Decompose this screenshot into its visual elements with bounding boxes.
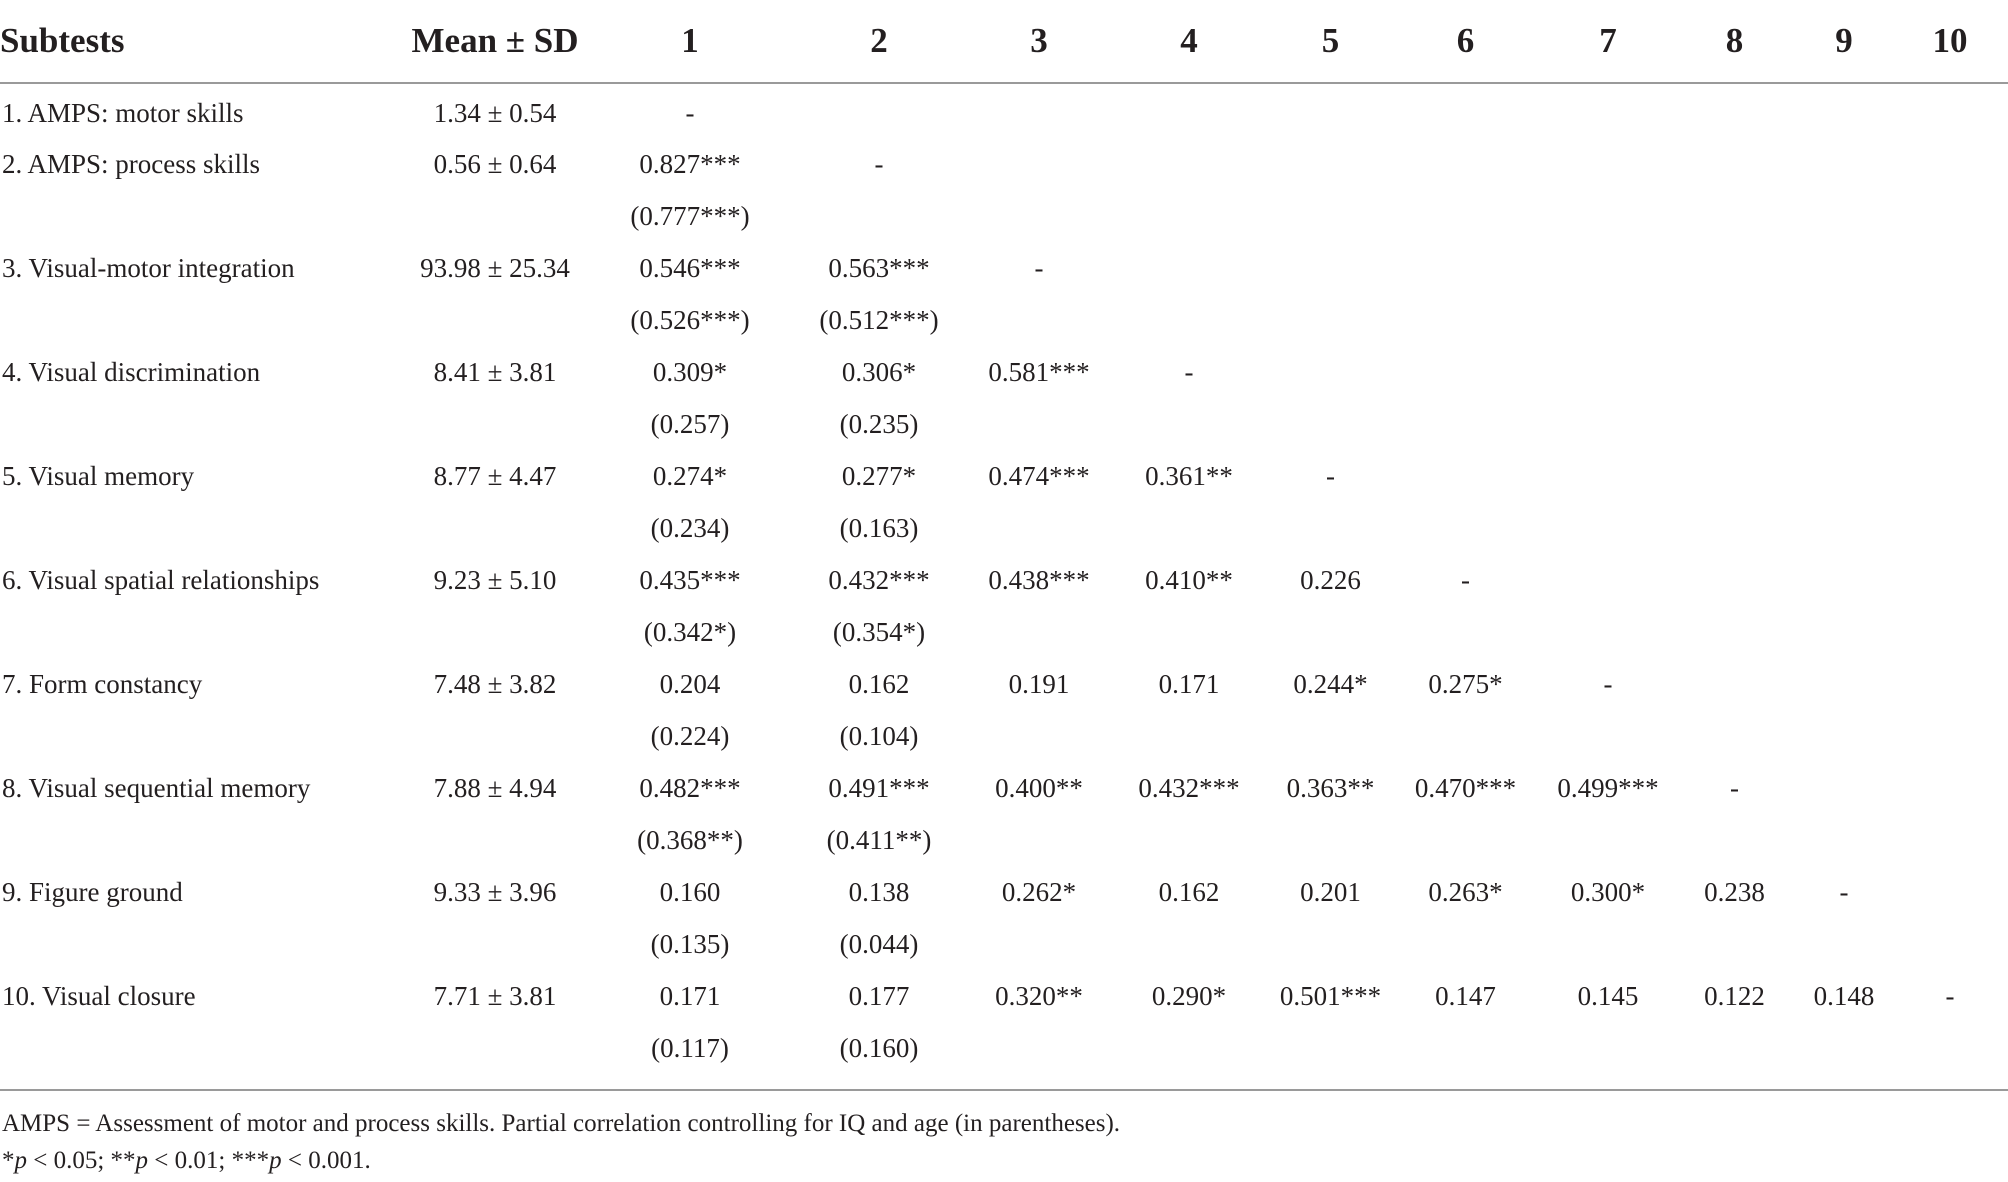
correlation-cell — [1105, 138, 1273, 190]
correlation-cell — [1273, 346, 1388, 398]
row-label: 3. Visual-motor integration — [2, 252, 295, 283]
header-col-2: 2 — [785, 0, 973, 83]
correlation-cell: 0.491*** — [828, 772, 930, 803]
correlation-cell — [1892, 606, 2008, 658]
row-mean-sd — [395, 294, 595, 346]
correlation-cell — [1388, 242, 1543, 294]
correlation-cell: 0.148 — [1813, 980, 1875, 1011]
row-label — [0, 1022, 395, 1082]
table-row-partial — [0, 710, 2008, 762]
correlation-cell: - — [1945, 980, 1955, 1011]
correlation-cell: - — [1184, 356, 1194, 387]
correlation-cell — [1388, 918, 1543, 970]
row-mean-sd: 0.56 ± 0.64 — [433, 148, 557, 179]
row-label: 4. Visual discrimination — [2, 356, 261, 387]
row-mean-sd — [395, 1022, 595, 1082]
correlation-cell — [1543, 606, 1673, 658]
row-label: 10. Visual closure — [2, 980, 196, 1011]
row-label — [0, 814, 395, 866]
correlation-cell — [1388, 294, 1543, 346]
row-mean-sd — [395, 918, 595, 970]
correlation-cell: 0.300* — [1570, 876, 1646, 907]
correlation-cell: 0.363** — [1286, 772, 1375, 803]
correlation-cell: (0.104) — [839, 720, 919, 751]
correlation-cell — [1796, 814, 1892, 866]
correlation-cell — [1892, 762, 2008, 814]
table-footnotes — [0, 1089, 2008, 1179]
correlation-cell: 0.160 — [659, 876, 721, 907]
correlation-cell: 0.162 — [1158, 876, 1220, 907]
correlation-cell: (0.411**) — [826, 824, 932, 855]
correlation-cell — [1796, 658, 1892, 710]
row-mean-sd: 8.77 ± 4.47 — [433, 460, 557, 491]
correlation-cell — [1673, 554, 1796, 606]
correlation-cell: 0.470*** — [1414, 772, 1517, 803]
correlation-cell — [1543, 918, 1673, 970]
correlation-cell — [1796, 294, 1892, 346]
correlation-cell: - — [1839, 876, 1849, 907]
table-row — [0, 450, 2008, 502]
correlation-cell — [1273, 606, 1388, 658]
correlation-cell: 0.275* — [1428, 668, 1503, 699]
correlation-cell: - — [874, 148, 884, 179]
correlation-cell: 0.177 — [848, 980, 910, 1011]
correlation-cell — [1892, 138, 2008, 190]
correlation-cell — [1543, 398, 1673, 450]
correlation-cell — [1273, 710, 1388, 762]
correlation-cell: 0.277* — [841, 460, 917, 491]
table-row — [0, 346, 2008, 398]
correlation-cell: 0.581*** — [988, 356, 1090, 387]
header-col-7: 7 — [1543, 0, 1673, 83]
correlation-cell — [1892, 814, 2008, 866]
correlation-cell — [1543, 83, 1673, 138]
correlation-cell — [1273, 83, 1388, 138]
row-label: 1. AMPS: motor skills — [2, 97, 244, 128]
correlation-cell: 0.361** — [1145, 460, 1233, 491]
correlation-cell: (0.044) — [839, 928, 919, 959]
correlation-cell — [973, 1022, 1105, 1082]
correlation-cell — [1273, 918, 1388, 970]
correlation-cell — [1673, 242, 1796, 294]
row-label — [0, 710, 395, 762]
correlation-cell: 0.238 — [1704, 876, 1765, 907]
table-row — [0, 970, 2008, 1022]
correlation-cell: - — [1603, 668, 1613, 699]
correlation-cell — [1273, 138, 1388, 190]
correlation-cell — [1273, 502, 1388, 554]
correlation-cell — [1892, 554, 2008, 606]
table-row-partial — [0, 606, 2008, 658]
correlation-cell — [1796, 138, 1892, 190]
table-row — [0, 762, 2008, 814]
correlation-cell: 0.290* — [1151, 980, 1227, 1011]
footnote-p-2: p — [135, 1147, 149, 1174]
correlation-cell — [1673, 710, 1796, 762]
correlation-cell — [1796, 606, 1892, 658]
correlation-cell: (0.368**) — [637, 824, 743, 855]
correlation-cell: 0.191 — [1008, 668, 1070, 699]
correlation-cell — [1796, 398, 1892, 450]
correlation-cell: 0.171 — [1158, 668, 1220, 699]
row-mean-sd: 7.71 ± 3.81 — [433, 980, 557, 1011]
correlation-cell — [1543, 554, 1673, 606]
correlation-cell: (0.234) — [650, 512, 730, 543]
correlation-cell — [1388, 606, 1543, 658]
correlation-cell — [1892, 190, 2008, 242]
correlation-cell — [1796, 190, 1892, 242]
header-col-6: 6 — [1388, 0, 1543, 83]
correlation-cell: 0.244* — [1293, 668, 1368, 699]
footnote-threshold-2: < 0.01; *** — [148, 1147, 270, 1174]
correlation-cell: (0.235) — [839, 408, 919, 439]
correlation-cell — [1273, 1022, 1388, 1082]
correlation-cell — [1796, 1022, 1892, 1082]
row-mean-sd: 7.48 ± 3.82 — [433, 668, 557, 699]
correlation-cell — [1388, 346, 1543, 398]
correlation-cell — [1796, 346, 1892, 398]
header-row — [0, 0, 2008, 83]
correlation-cell — [1543, 190, 1673, 242]
header-subtests: Subtests — [0, 0, 395, 83]
table-header — [0, 0, 2008, 83]
header-mean-sd: Mean ± SD — [395, 0, 595, 83]
table-row — [0, 138, 2008, 190]
correlation-cell — [1796, 710, 1892, 762]
header-col-4: 4 — [1105, 0, 1273, 83]
correlation-cell — [1105, 398, 1273, 450]
correlation-cell — [1105, 83, 1273, 138]
correlation-cell: (0.512***) — [819, 304, 939, 335]
correlation-cell: 0.171 — [659, 980, 721, 1011]
correlation-cell: 0.138 — [848, 876, 910, 907]
row-label: 5. Visual memory — [2, 460, 195, 491]
correlation-cell — [973, 814, 1105, 866]
table-row-partial — [0, 294, 2008, 346]
correlation-cell: - — [1326, 460, 1335, 491]
correlation-cell — [973, 606, 1105, 658]
correlation-cell — [1388, 1022, 1543, 1082]
correlation-cell — [1105, 502, 1273, 554]
footnote-star: * — [2, 1147, 15, 1174]
correlation-cell — [1892, 866, 2008, 918]
footnote-threshold-3: < 0.001. — [281, 1147, 371, 1174]
row-mean-sd: 9.33 ± 3.96 — [433, 876, 557, 907]
correlation-cell — [1673, 918, 1796, 970]
correlation-cell — [1673, 1022, 1796, 1082]
header-col-3: 3 — [973, 0, 1105, 83]
correlation-cell — [1388, 83, 1543, 138]
correlation-cell: 0.499*** — [1557, 772, 1659, 803]
correlation-cell: (0.526***) — [630, 304, 750, 335]
correlation-cell — [1892, 398, 2008, 450]
correlation-cell — [1892, 710, 2008, 762]
correlation-cell — [1388, 398, 1543, 450]
correlation-cell — [785, 190, 973, 242]
correlation-cell: 0.201 — [1300, 876, 1361, 907]
correlation-cell: 0.482*** — [639, 772, 741, 803]
correlation-cell — [1673, 658, 1796, 710]
correlation-cell: 0.435*** — [639, 564, 741, 595]
correlation-cell — [1796, 918, 1892, 970]
correlation-cell: - — [1730, 772, 1739, 803]
correlation-cell — [1543, 138, 1673, 190]
correlation-cell: 0.145 — [1577, 980, 1639, 1011]
correlation-cell — [1543, 710, 1673, 762]
correlation-cell: 0.204 — [659, 668, 721, 699]
correlation-cell — [973, 398, 1105, 450]
correlation-cell: - — [1461, 564, 1470, 595]
correlation-cell: (0.160) — [839, 1032, 919, 1063]
correlation-cell — [973, 190, 1105, 242]
row-mean-sd — [395, 606, 595, 658]
correlation-cell: (0.354*) — [832, 616, 926, 647]
row-mean-sd — [395, 502, 595, 554]
correlation-cell — [1892, 450, 2008, 502]
correlation-cell — [1388, 710, 1543, 762]
correlation-cell — [1273, 190, 1388, 242]
correlation-cell — [1105, 190, 1273, 242]
correlation-cell — [1673, 814, 1796, 866]
correlation-cell: 0.438*** — [988, 564, 1090, 595]
table-row-partial — [0, 190, 2008, 242]
table-row — [0, 866, 2008, 918]
row-mean-sd — [395, 710, 595, 762]
correlation-cell: (0.257) — [650, 408, 730, 439]
correlation-cell — [1796, 450, 1892, 502]
row-mean-sd: 1.34 ± 0.54 — [433, 97, 557, 128]
correlation-cell — [1105, 242, 1273, 294]
correlation-cell — [1105, 918, 1273, 970]
correlation-cell: 0.410** — [1145, 564, 1233, 595]
correlation-cell — [1388, 814, 1543, 866]
table-row-partial — [0, 398, 2008, 450]
correlation-cell: 0.320** — [995, 980, 1083, 1011]
correlation-cell: 0.546*** — [639, 252, 741, 283]
row-label — [0, 918, 395, 970]
correlation-cell — [1892, 346, 2008, 398]
row-mean-sd — [395, 398, 595, 450]
correlation-cell — [1892, 1022, 2008, 1082]
row-mean-sd — [395, 814, 595, 866]
row-mean-sd: 7.88 ± 4.94 — [433, 772, 557, 803]
table-row-partial — [0, 814, 2008, 866]
correlation-cell — [1543, 814, 1673, 866]
row-label: 9. Figure ground — [2, 876, 183, 907]
correlation-cell: - — [1034, 252, 1044, 283]
correlation-cell — [785, 83, 973, 138]
header-col-9: 9 — [1796, 0, 1892, 83]
correlation-cell — [1388, 138, 1543, 190]
correlation-cell: 0.306* — [841, 356, 917, 387]
correlation-cell: 0.122 — [1704, 980, 1765, 1011]
correlation-cell — [1543, 1022, 1673, 1082]
correlation-cell — [1105, 814, 1273, 866]
correlation-cell — [1892, 918, 2008, 970]
correlation-cell: 0.827*** — [639, 148, 741, 179]
correlation-cell: 0.400** — [995, 772, 1083, 803]
table-row — [0, 242, 2008, 294]
correlation-cell — [1892, 83, 2008, 138]
row-mean-sd — [395, 190, 595, 242]
correlation-cell: 0.474*** — [988, 460, 1090, 491]
correlation-cell — [1892, 294, 2008, 346]
correlation-cell — [1796, 762, 1892, 814]
correlation-cell — [1673, 450, 1796, 502]
footnote-significance — [0, 1142, 2008, 1179]
correlation-cell: - — [685, 97, 695, 128]
correlation-cell: 0.309* — [652, 356, 728, 387]
table-row-partial — [0, 918, 2008, 970]
correlation-cell: 0.563*** — [828, 252, 930, 283]
correlation-cell: 0.147 — [1435, 980, 1496, 1011]
row-label — [0, 294, 395, 346]
table-row-partial — [0, 1022, 2008, 1082]
table-row — [0, 83, 2008, 138]
correlation-cell — [973, 83, 1105, 138]
row-label: 8. Visual sequential memory — [2, 772, 311, 803]
correlation-cell — [1543, 242, 1673, 294]
header-col-8: 8 — [1673, 0, 1796, 83]
header-col-10: 10 — [1892, 0, 2008, 83]
correlation-cell: 0.263* — [1428, 876, 1503, 907]
row-mean-sd: 93.98 ± 25.34 — [420, 252, 570, 283]
footnote-threshold-1: < 0.05; ** — [27, 1147, 136, 1174]
correlation-cell: (0.117) — [651, 1032, 729, 1063]
header-col-5: 5 — [1273, 0, 1388, 83]
correlation-cell — [973, 138, 1105, 190]
correlation-cell — [1796, 242, 1892, 294]
correlation-cell — [1105, 1022, 1273, 1082]
row-label — [0, 398, 395, 450]
table-body — [0, 83, 2008, 1082]
footnote-abbreviation: AMPS = Assessment of motor and process skills. Partial correlation controlling for IQ and age (in parentheses). — [2, 1110, 1121, 1137]
correlation-cell — [1388, 190, 1543, 242]
correlation-cell: 0.432*** — [1138, 772, 1240, 803]
table-row — [0, 658, 2008, 710]
row-label: 2. AMPS: process skills — [2, 148, 261, 179]
header-col-1: 1 — [595, 0, 785, 83]
correlation-cell — [1673, 83, 1796, 138]
row-label: 7. Form constancy — [2, 668, 203, 699]
correlation-cell: 0.501*** — [1279, 980, 1382, 1011]
correlation-cell: 0.262* — [1001, 876, 1077, 907]
row-label — [0, 190, 395, 242]
correlation-cell — [1388, 450, 1543, 502]
correlation-cell — [973, 918, 1105, 970]
correlation-cell — [1673, 398, 1796, 450]
correlation-cell: 0.226 — [1300, 564, 1361, 595]
correlation-cell — [1673, 502, 1796, 554]
correlation-cell — [1273, 242, 1388, 294]
correlation-cell — [1673, 346, 1796, 398]
correlation-cell: 0.432*** — [828, 564, 930, 595]
correlation-cell — [1892, 658, 2008, 710]
correlation-cell — [1892, 502, 2008, 554]
table-row — [0, 554, 2008, 606]
correlation-cell — [1796, 83, 1892, 138]
row-mean-sd: 8.41 ± 3.81 — [433, 356, 557, 387]
table-row-partial — [0, 502, 2008, 554]
correlation-cell: 0.274* — [652, 460, 728, 491]
correlation-cell — [973, 502, 1105, 554]
correlation-cell — [973, 294, 1105, 346]
correlation-cell — [1673, 138, 1796, 190]
correlation-cell: (0.135) — [650, 928, 730, 959]
correlation-cell — [1388, 502, 1543, 554]
correlation-cell — [1796, 502, 1892, 554]
correlation-cell: (0.342*) — [643, 616, 737, 647]
correlation-cell — [1105, 294, 1273, 346]
footnote-p-1: p — [14, 1147, 27, 1174]
correlation-cell — [1543, 502, 1673, 554]
correlation-cell — [1673, 606, 1796, 658]
correlation-cell — [1796, 554, 1892, 606]
correlation-cell: (0.224) — [650, 720, 730, 751]
correlation-cell — [1273, 814, 1388, 866]
row-mean-sd: 9.23 ± 5.10 — [433, 564, 557, 595]
footnote-p-3: p — [269, 1147, 282, 1174]
row-label — [0, 502, 395, 554]
correlation-cell — [1105, 606, 1273, 658]
correlation-cell — [1543, 450, 1673, 502]
correlation-cell — [1273, 294, 1388, 346]
correlation-cell — [1892, 242, 2008, 294]
correlation-cell: (0.163) — [839, 512, 919, 543]
correlation-cell — [1273, 398, 1388, 450]
row-label: 6. Visual spatial relationships — [2, 564, 320, 595]
correlation-cell — [973, 710, 1105, 762]
correlation-cell — [1673, 294, 1796, 346]
correlation-cell: (0.777***) — [630, 200, 750, 231]
correlation-cell — [1543, 346, 1673, 398]
correlation-cell — [1543, 294, 1673, 346]
row-label — [0, 606, 395, 658]
correlation-cell — [1673, 190, 1796, 242]
correlation-cell: 0.162 — [848, 668, 910, 699]
correlation-cell — [1105, 710, 1273, 762]
